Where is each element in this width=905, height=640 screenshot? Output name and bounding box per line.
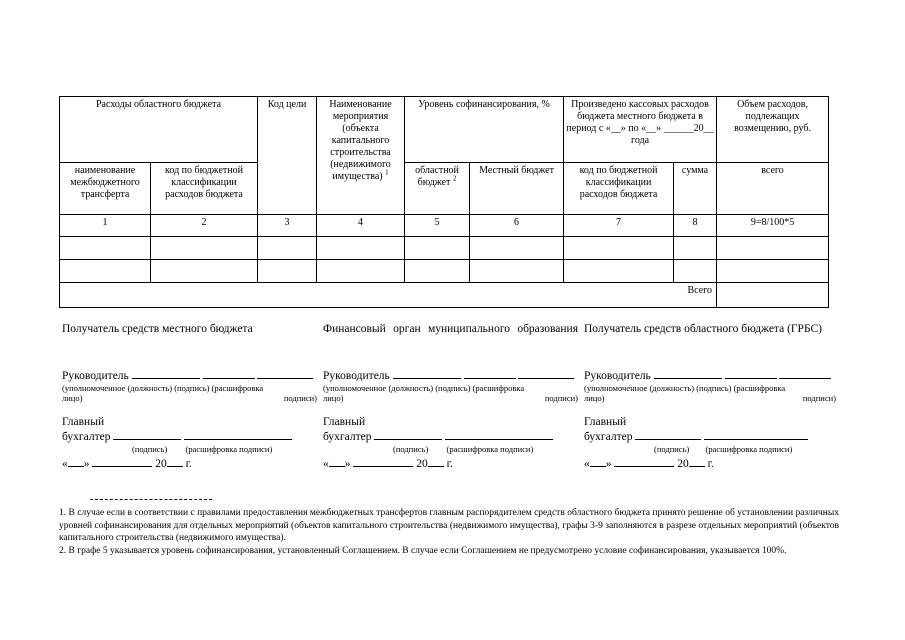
position-field[interactable] (393, 368, 461, 379)
date-year-field[interactable] (167, 456, 183, 467)
accountant-signature-field[interactable] (635, 429, 701, 440)
table-cell (470, 237, 564, 260)
table-row (60, 260, 829, 283)
accountant-signature-line (62, 429, 317, 444)
date-line (584, 456, 836, 471)
total-value-cell (717, 283, 829, 308)
column-number: 6 (470, 215, 564, 237)
date-year-field[interactable] (689, 456, 705, 467)
table-cell (674, 237, 717, 260)
accountant-caption-decode: (расшифровка подписи) (185, 444, 273, 454)
accountant-label-line1: Главный (323, 416, 366, 428)
head-label: Руководитель (323, 370, 390, 382)
table-cell (674, 260, 717, 283)
date-suffix: г. (446, 458, 453, 470)
head-signature-line (62, 368, 317, 383)
accountant-signature-field[interactable] (374, 429, 442, 440)
date-open-quote: « (323, 458, 329, 470)
date-month-field[interactable] (92, 456, 152, 467)
header-event-name-text: Наименование мероприятия (объекта капитального строительства (недвижимого имущества) (329, 99, 392, 182)
header-row-2 (60, 163, 829, 215)
signature-block-title: Получатель средств местного бюджета (62, 323, 253, 335)
date-close-quote: » (344, 458, 351, 470)
accountant-caption (62, 444, 317, 454)
signature-block-title: Финансовый орган муниципального образования (323, 323, 578, 335)
date-suffix: г. (707, 458, 714, 470)
date-year-field[interactable] (428, 456, 444, 467)
date-close-quote: » (605, 458, 612, 470)
header-row-1 (60, 97, 829, 163)
date-open-quote: « (584, 458, 590, 470)
accountant-label-line2: бухгалтер (323, 431, 372, 443)
accountant-caption-sign: (подпись) (654, 444, 690, 454)
table-cell (258, 260, 317, 283)
table-cell (470, 260, 564, 283)
accountant-caption (584, 444, 836, 454)
signature-block-title: Получатель средств областного бюджета (ГРБС) (584, 323, 822, 335)
accountant-caption (323, 444, 578, 454)
accountant-signature-line (584, 429, 836, 444)
date-year-prefix: 20 (155, 458, 167, 470)
accountant-caption-sign: (подпись) (132, 444, 168, 454)
column-number: 5 (405, 215, 470, 237)
signature-decode-field[interactable] (257, 368, 313, 379)
accountant-caption-decode: (расшифровка подписи) (446, 444, 534, 454)
footnote-ref-2: 2 (452, 174, 457, 183)
head-caption-line1: (уполномоченное (должность) (подпись) (расшифровка (323, 383, 525, 393)
accountant-label-line1: Главный (584, 416, 627, 428)
date-month-field[interactable] (614, 456, 674, 467)
head-caption-person: лицо) (323, 393, 344, 403)
signature-field[interactable] (203, 368, 255, 379)
header-regional-budget (405, 163, 470, 215)
head-caption-line2 (323, 393, 578, 403)
signature-block-financial-body (323, 322, 578, 471)
head-caption-line2 (584, 393, 836, 403)
head-caption-person: лицо) (62, 393, 83, 403)
head-label: Руководитель (62, 370, 129, 382)
total-label: Всего (60, 283, 717, 308)
header-event-name (317, 97, 405, 215)
table-cell (717, 237, 829, 260)
header-cash-class-code: код по бюджетной классификации расходов бюджета (564, 163, 674, 215)
total-row (60, 283, 829, 308)
accountant-decode-field[interactable] (184, 429, 292, 440)
head-caption-signature: подписи) (283, 393, 317, 403)
date-open-quote: « (62, 458, 68, 470)
footnote-1: 1. В случае если в соответствии с правилами предоставления межбюджетных трансфертов главным распорядителем средств областного бюджета принято решение об установлении различных уровней софинансирования для отдельных мероприятий (объектов капитального строительства (недвижимого имущества), графы 3-9 заполняются в разрезе отдельных мероприятий (объектов капитального строительства (недвижимого имущества). (59, 508, 839, 543)
table-cell (60, 237, 151, 260)
date-line (62, 456, 317, 471)
date-suffix: г. (185, 458, 192, 470)
table-cell (258, 237, 317, 260)
table-row (60, 237, 829, 260)
column-number: 2 (151, 215, 258, 237)
signature-block-regional-recipient (584, 322, 836, 471)
column-number: 4 (317, 215, 405, 237)
column-numbers-row (60, 215, 829, 237)
accountant-signature-field[interactable] (113, 429, 181, 440)
signature-block-local-recipient (62, 322, 317, 471)
header-sum: сумма (674, 163, 717, 215)
table-cell (717, 260, 829, 283)
head-caption-line1: (уполномоченное (должность) (подпись) (расшифровка (62, 383, 264, 393)
header-total: всего (717, 163, 829, 215)
head-signature-line (584, 368, 836, 383)
header-budget-class-code: код по бюджетной классификации расходов бюджета (151, 163, 258, 215)
date-day-field[interactable] (329, 456, 345, 467)
footnote-ref-1: 1 (385, 168, 389, 177)
position-field[interactable] (132, 368, 200, 379)
head-caption-person: лицо) (584, 393, 605, 403)
accountant-label-line1: Главный (62, 416, 105, 428)
signature-decode-field[interactable] (518, 368, 574, 379)
accountant-decode-field[interactable] (704, 429, 808, 440)
column-number: 1 (60, 215, 151, 237)
header-cofinancing-level: Уровень софинансирования, % (405, 97, 564, 163)
accountant-decode-field[interactable] (445, 429, 553, 440)
head-caption-line1: (уполномоченное (должность) (подпись) (расшифровка (584, 383, 786, 393)
date-close-quote: » (83, 458, 90, 470)
head-caption-line2 (62, 393, 317, 403)
column-number: 9=8/100*5 (717, 215, 829, 237)
column-number: 7 (564, 215, 674, 237)
accountant-label-line2: бухгалтер (584, 431, 633, 443)
position-field[interactable] (654, 368, 722, 379)
accountant-caption-decode: (расшифровка подписи) (705, 444, 793, 454)
column-number: 8 (674, 215, 717, 237)
signature-field[interactable] (464, 368, 516, 379)
table-cell (405, 260, 470, 283)
table-cell (564, 237, 674, 260)
footnote-2: 2. В графе 5 указывается уровень софинансирования, установленный Соглашением. В случае если Соглашением не предусмотрено условие софинансирования, указывается 100%. (59, 545, 787, 556)
table-cell (564, 260, 674, 283)
table-cell (60, 260, 151, 283)
date-year-prefix: 20 (416, 458, 428, 470)
head-signature-line (323, 368, 578, 383)
date-line (323, 456, 578, 471)
table-cell (405, 237, 470, 260)
report-table (59, 96, 829, 308)
header-cash-expenses: Произведено кассовых расходов бюджета местного бюджета в период с «__» по «__» ______20__ года (564, 97, 717, 163)
accountant-signature-line (323, 429, 578, 444)
header-local-budget: Местный бюджет (470, 163, 564, 215)
header-goal-code: Код цели (258, 97, 317, 215)
signature-field[interactable] (725, 368, 777, 379)
table-cell (151, 260, 258, 283)
date-day-field[interactable] (590, 456, 606, 467)
signature-decode-field[interactable] (779, 368, 831, 379)
footnotes (59, 507, 839, 557)
table-cell (151, 237, 258, 260)
head-label: Руководитель (584, 370, 651, 382)
table-cell (317, 237, 405, 260)
table-cell (317, 260, 405, 283)
date-month-field[interactable] (353, 456, 413, 467)
head-caption-signature: подписи) (544, 393, 578, 403)
date-year-prefix: 20 (677, 458, 689, 470)
accountant-label-line2: бухгалтер (62, 431, 111, 443)
header-regional-budget-text: областной бюджет (415, 165, 459, 188)
date-day-field[interactable] (68, 456, 84, 467)
accountant-caption-sign: (подпись) (393, 444, 429, 454)
header-regional-expenses: Расходы областного бюджета (60, 97, 258, 163)
head-caption-signature: подписи) (802, 393, 836, 403)
header-transfer-name: наименование межбюджетного трансферта (60, 163, 151, 215)
column-number: 3 (258, 215, 317, 237)
header-reimbursement: Объем расходов, подлежащих возмещению, руб. (717, 97, 829, 163)
footnote-separator (90, 499, 212, 500)
